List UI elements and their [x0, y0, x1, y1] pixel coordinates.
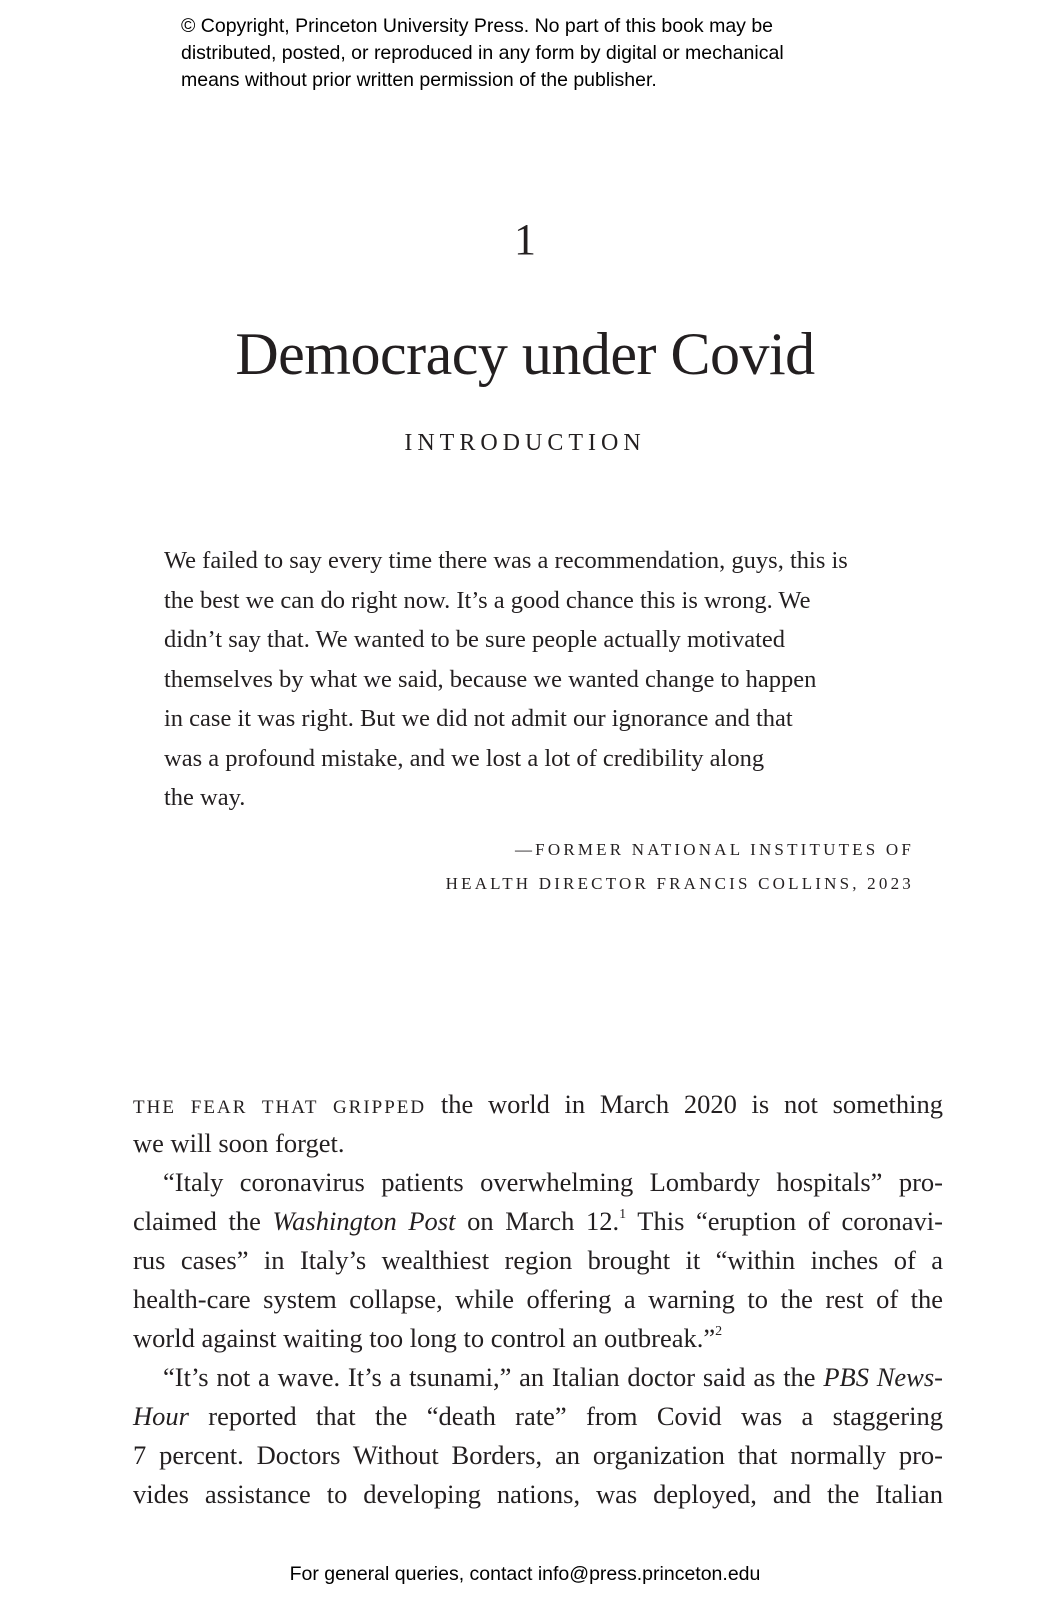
- footnote-ref: 1: [619, 1207, 627, 1222]
- epigraph-line: We failed to say every time there was a recommendation, guys, this is: [164, 547, 848, 574]
- body-line-text: the world in March 2020 is not something: [426, 1089, 943, 1119]
- publication-title: Hour: [133, 1401, 189, 1431]
- copyright-line: means without prior written permission of the publisher.: [181, 69, 657, 91]
- epigraph-line: the way.: [164, 784, 246, 811]
- body-line: we will soon forget.: [133, 1128, 345, 1158]
- body-line: 7 percent. Doctors Without Borders, an organization that normally pro-: [133, 1440, 943, 1470]
- body-line-text: world against waiting too long to control an outbreak.”: [133, 1323, 716, 1353]
- epigraph-attribution: [446, 833, 914, 901]
- body-line-text: claimed the: [133, 1206, 273, 1236]
- epigraph-line: themselves by what we said, because we wanted change to happen: [164, 665, 817, 693]
- attribution-line: HEALTH DIRECTOR FRANCIS COLLINS, 2023: [445, 874, 914, 893]
- publication-title: Washington Post: [272, 1206, 456, 1236]
- publication-title: PBS News-: [823, 1362, 943, 1392]
- epigraph-line: the best we can do right now. It’s a good chance this is wrong. We: [164, 586, 811, 614]
- body-line: [133, 1397, 943, 1436]
- body-line-text: “It’s not a wave. It’s a tsunami,” an Italian doctor said as the: [163, 1362, 824, 1392]
- body-line: vides assistance to developing nations, was deployed, and the Italian: [133, 1479, 943, 1509]
- body-line-text: reported that the “death rate” from Covid was a staggering: [188, 1401, 943, 1431]
- body-text: [133, 1085, 943, 1514]
- epigraph-line: didn’t say that. We wanted to be sure people actually motivated: [164, 626, 786, 653]
- copyright-notice: [181, 13, 901, 94]
- copyright-line: © Copyright, Princeton University Press. No part of this book may be: [181, 15, 774, 37]
- epigraph: [164, 541, 924, 818]
- body-line: rus cases” in Italy’s wealthiest region brought it “within inches of a: [133, 1245, 943, 1275]
- copyright-line: distributed, posted, or reproduced in any form by digital or mechanical: [181, 42, 784, 64]
- body-line: [133, 1202, 943, 1241]
- footnote-ref: 2: [715, 1324, 723, 1339]
- chapter-title: Democracy under Covid: [235, 321, 815, 387]
- footer-contact: For general queries, contact info@press.princeton.edu: [289, 1563, 761, 1585]
- body-line-text: This “eruption of coronavi-: [626, 1206, 943, 1236]
- epigraph-line: was a profound mistake, and we lost a lot of credibility along: [164, 744, 765, 772]
- lead-in-smallcaps: THE FEAR THAT GRIPPED: [133, 1097, 427, 1118]
- body-line: “Italy coronavirus patients overwhelming Lombardy hospitals” pro-: [163, 1167, 943, 1197]
- body-line: [133, 1085, 943, 1124]
- attribution-line: —FORMER NATIONAL INSTITUTES OF: [514, 840, 914, 859]
- body-line: [133, 1319, 943, 1358]
- epigraph-line: in case it was right. But we did not admit our ignorance and that: [164, 705, 793, 732]
- chapter-subtitle: INTRODUCTION: [404, 430, 646, 456]
- body-line: [133, 1358, 943, 1397]
- body-line-text: on March 12.: [455, 1206, 620, 1236]
- body-line: health-care system collapse, while offering a warning to the rest of the: [133, 1284, 943, 1314]
- chapter-number: 1: [514, 215, 536, 264]
